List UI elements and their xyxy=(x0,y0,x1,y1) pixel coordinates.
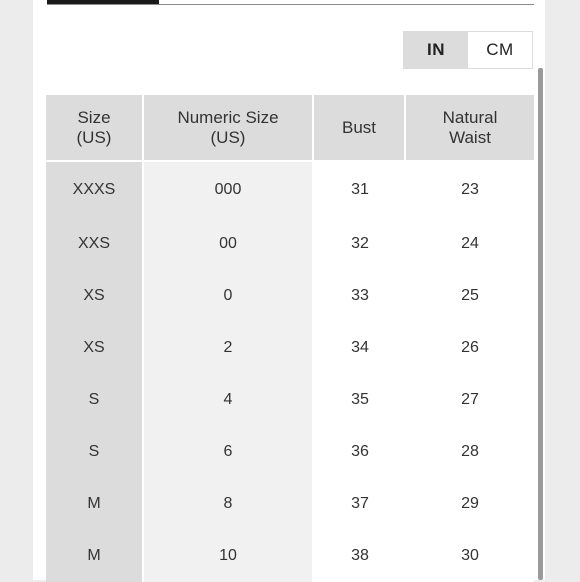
table-cell: 0 xyxy=(144,270,314,322)
table-cell: S xyxy=(46,426,144,478)
table-row xyxy=(46,426,534,478)
table-cell: XXS xyxy=(46,218,144,270)
table-cell: 37 xyxy=(314,478,406,530)
tab-divider xyxy=(47,4,534,5)
table-cell: 000 xyxy=(144,162,314,218)
table-cell: 30 xyxy=(406,530,534,582)
table-cell: 8 xyxy=(144,478,314,530)
table-cell: 38 xyxy=(314,530,406,582)
size-chart-table xyxy=(46,95,534,582)
table-cell: 27 xyxy=(406,374,534,426)
header-bust: Bust xyxy=(314,95,406,162)
unit-cm-button[interactable]: CM xyxy=(468,32,532,68)
table-row xyxy=(46,162,534,218)
table-cell: 4 xyxy=(144,374,314,426)
unit-in-button[interactable]: IN xyxy=(404,32,468,68)
table-cell: S xyxy=(46,374,144,426)
table-cell: 36 xyxy=(314,426,406,478)
table-cell: 33 xyxy=(314,270,406,322)
table-cell: M xyxy=(46,530,144,582)
table-cell: 32 xyxy=(314,218,406,270)
header-natural-waist: Natural Waist xyxy=(406,95,534,162)
table-cell: 23 xyxy=(406,162,534,218)
table-cell: 24 xyxy=(406,218,534,270)
table-row xyxy=(46,322,534,374)
table-cell: XS xyxy=(46,322,144,374)
table-cell: 26 xyxy=(406,322,534,374)
table-header-row xyxy=(46,95,534,162)
table-cell: 6 xyxy=(144,426,314,478)
table-cell: 28 xyxy=(406,426,534,478)
table-cell: 29 xyxy=(406,478,534,530)
table-cell: XXXS xyxy=(46,162,144,218)
vertical-scrollbar[interactable] xyxy=(538,68,543,580)
table-row xyxy=(46,478,534,530)
table-cell: M xyxy=(46,478,144,530)
table-cell: 25 xyxy=(406,270,534,322)
header-size-us: Size (US) xyxy=(46,95,144,162)
table-row xyxy=(46,374,534,426)
table-row xyxy=(46,218,534,270)
table-cell: 2 xyxy=(144,322,314,374)
header-numeric-size-us: Numeric Size (US) xyxy=(144,95,314,162)
table-cell: 35 xyxy=(314,374,406,426)
active-tab-indicator[interactable] xyxy=(47,0,159,4)
table-cell: 00 xyxy=(144,218,314,270)
table-row xyxy=(46,270,534,322)
table-cell: 10 xyxy=(144,530,314,582)
unit-toggle xyxy=(403,31,533,69)
table-row xyxy=(46,530,534,582)
table-cell: XS xyxy=(46,270,144,322)
table-cell: 31 xyxy=(314,162,406,218)
table-cell: 34 xyxy=(314,322,406,374)
